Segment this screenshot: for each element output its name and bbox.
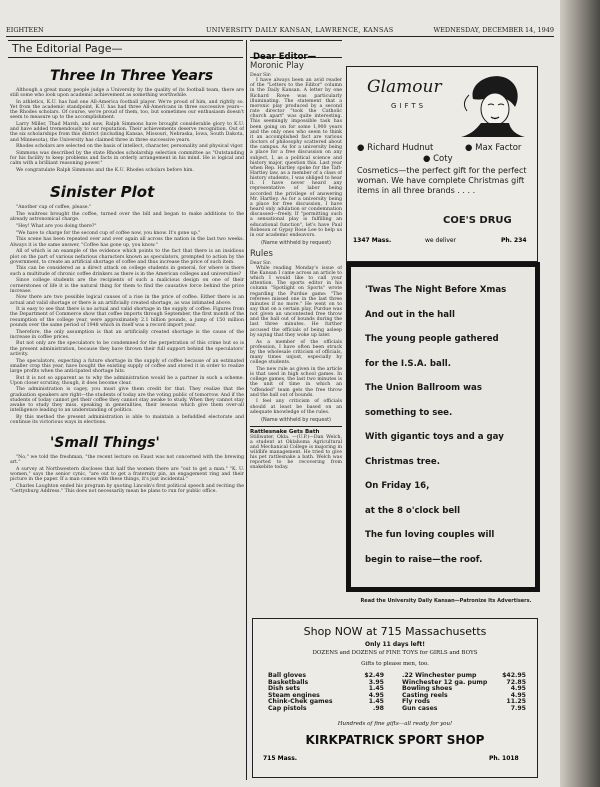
page-number: EIGHTEEN <box>6 26 44 34</box>
kirkpatrick-line: DOZENS and DOZENS of FINE TOYS for GIRLS and BOYS <box>312 650 478 656</box>
brief-body: Stillwater, Okla. —(U.P.)—Dan Welch, a student at Oklahoma Agricultural and Mechanical College is majoring in wildlife management. He tried to give his pet rattlesnake a bath. Welch was reported to be recovering from snakebite today. <box>250 434 342 471</box>
paragraph: I have always been an avid reader of the "Letters to the Editor" column in the Daily Kansan. A letter by one Richard Rowe was particularly illuminating. The statement that a moronic play produced by a second rate director "took the Catholic church apart" was quite interesting. This seemingly impossible task has been going on for some 1,900 years and the only ones who seem to think it an accomplished fact are various doctors of philosophy scattered about the campus. As for a university being a place for a free discussion on any subject, I, as a political science and history major, question this. Last year when Rep. Hartley spoke for the Taft-Hartley law, as a member of a class of history students, I was obliged to hear it. I have never heard any representative of labor being accorded the privilege of answering Mr. Hartley. As for a university being a place for free discussion, I have heard only adulation or condemnation discussed—freely. If "permitting such a sensational play is fulfilling an educational function", let's have Paul Robeson or Gypsy Rose Lee to help us in our academic endeavors. <box>250 78 342 238</box>
paragraph: "No," we told the freshman, "the recent lecture on Faust was not concerned with the brewing art." <box>10 455 244 466</box>
kirkpatrick-phone: Ph. 1018 <box>489 755 519 762</box>
article-headline: 'Small Things' <box>50 435 160 452</box>
poem-line: something to see. <box>365 407 453 418</box>
patronize-footer: Read the University Daily Kansan—Patronize Its Advertisers. <box>360 598 532 604</box>
brand-coty: ● Coty <box>423 154 453 164</box>
binding-edge <box>560 0 600 787</box>
coes-store-name: COE'S DRUG <box>443 215 512 226</box>
article-sinister-plot <box>10 183 244 425</box>
paragraph: All of which is an example of the evidence which points to the fact that there is an insidious plot on the part of various nefarious characters known as speculators, prompted to action by the government, to create an artificial shortage of coffee and thus increase the price of such item. <box>10 249 244 265</box>
coes-phone: Ph. 234 <box>501 237 527 244</box>
letter-headline: Rules <box>250 248 273 259</box>
paragraph: This can be considered as a direct attack on college students in general, for where is there such a multitude of chronic coffee drinkers as there is in the American colleges and universities? <box>10 266 244 277</box>
poem-text <box>365 285 533 579</box>
brand-richard-hudnut: ● Richard Hudnut <box>357 143 434 153</box>
paragraph: "Another cup of coffee, please." <box>16 205 92 211</box>
letter-moronic-play <box>250 61 342 246</box>
letter-body <box>250 73 342 238</box>
letter-signature: (Name withheld by request) <box>261 239 331 246</box>
kirkpatrick-address: 715 Mass. <box>263 755 298 762</box>
woman-illustration-icon <box>455 71 531 139</box>
paragraph: Now there are two possible logical causes of a rise in the price of coffee. Either there is an actual and valid shortage or there is an artificially created shortage, as was intimated above. <box>10 295 244 306</box>
right-price-list <box>401 673 527 712</box>
paragraph: The new rule as given in the article is that used in high school games. In college games, the last two minutes is the unit of time in which an "offended" team gets the free throw and the ball out of bounds. <box>250 366 342 398</box>
price-row: Fly rods 11.25 <box>402 698 526 705</box>
paragraph: "We have to charge for the second cup of coffee now, you know. It's gone up." <box>16 230 201 236</box>
left-price-list <box>267 673 385 712</box>
paragraph: As a member of the officials profession, I have often been struck by the wholesale criticism of officials, many times unjust, especially by college students. <box>250 339 342 366</box>
news-brief <box>250 426 342 471</box>
editorial-section-header <box>8 40 243 58</box>
letter-signature: (Name withheld by request) <box>261 416 331 423</box>
poem-line: The fun loving couples will <box>365 530 495 540</box>
poem-line: And out in the hall <box>365 309 455 320</box>
issue-date: WEDNESDAY, DECEMBER 14, 1949 <box>433 26 554 34</box>
article-three-in-three-years <box>10 68 244 173</box>
poem-line: at the 8 o'clock bell <box>365 505 461 516</box>
editorial-section-title: The Editorial Page— <box>12 42 123 55</box>
price-row: Basketballs 3.95 <box>268 678 384 686</box>
poem-line: Christmas tree. <box>365 456 440 467</box>
letter-headline: Moronic Play <box>250 61 304 71</box>
price-row: Ball gloves $2.49 <box>268 672 384 679</box>
poem-line: The Union Ballroom was <box>365 383 482 393</box>
kirkpatrick-closing: Hundreds of fine gifts—all ready for you! <box>337 721 453 727</box>
paragraph: This scene has been repeated over and over again all across the nation in the last two weeks. Always it is the same answer, "Coffee has gone up, you know." <box>10 237 244 248</box>
poem-line: With gigantic toys and a gay <box>365 432 504 442</box>
letter-rules <box>250 249 342 423</box>
kirkpatrick-ad <box>252 618 538 778</box>
paragraph: Therefore, the only assumption is that an artificially created shortage is the cause of the increase in coffee prices. <box>10 329 244 340</box>
masthead <box>6 26 554 36</box>
paragraph: But not only are the speculators to be condemned for the perpetration of this crime but so is the present administration, because they have thrown their full support behind the speculators' activity. <box>10 341 244 357</box>
kirkpatrick-note: Gifts to please men, too. <box>361 661 429 667</box>
paragraph: Larry Miller, Thad Marsh, and now, Ralph Simmons have brought considerable glory to K.U. and have added tremendously to our reputation. Their achievements deserve recognition. Out of the six scholarships from this district (including Kansas, Missouri, Nebraska, Iowa, South Dakota, and Minnesota), the University has claimed three in three successive years. <box>10 122 244 143</box>
column-divider <box>246 40 247 780</box>
coes-delivery: we deliver <box>425 237 457 244</box>
coes-tagline: Cosmetics—the perfect gift for the perfect woman. We have complete Christmas gift items in all three brands . . . . <box>357 166 527 195</box>
paragraph: Charles Laughton ended his program by quoting Lincoln's first political speech and reciting the "Gettysburg Address." This does not necessarily mean he plans to run for public office. <box>10 484 244 495</box>
price-row: Dish sets 1.45 <box>268 685 384 692</box>
paragraph: But it is not so apparent as to why the administration would be a partner in such a scheme. Upon closer scrutiny, though, it does become clear. <box>10 375 244 386</box>
salutation: Dear Sir: <box>250 260 272 266</box>
paragraph: "Hey! What are you doing there?" <box>16 223 97 229</box>
article-body <box>10 88 244 173</box>
price-row: .22 Winchester pump $42.95 <box>402 672 526 679</box>
price-row: Cap pistols .98 <box>268 704 384 712</box>
kirkpatrick-headline: Shop NOW at 715 Massachusetts <box>303 625 487 638</box>
paragraph: In athletics, K.U. has had one All-America football player. We're proud of him, and rightly so. Yet from the academic standpoint, K.U. has had three All-Americans in three successive years—the Rhodes scholars. Of course, we're proud of them, too, but sometimes our enthusiasm doesn't seem to measure up to the accomplishment. <box>10 99 244 121</box>
isa-ball-ad <box>346 262 540 592</box>
kirkpatrick-subhead: Only 11 days left! <box>365 641 425 648</box>
article-small-things <box>10 435 244 494</box>
paragraph: The waitress brought the coffee, turned over the bill and began to make additions to the already astronomical charge. <box>10 212 244 223</box>
poem-line: The young people gathered <box>365 334 499 344</box>
article-body <box>10 455 244 494</box>
paragraph: I feel any criticism of officials should at least be based on an adequate knowledge of the rules. <box>250 399 342 415</box>
masthead-rule <box>6 36 554 37</box>
price-row: Chink-Chek games 1.45 <box>268 698 384 705</box>
article-headline: Sinister Plot <box>50 183 155 202</box>
article-headline: Three In Three Years <box>50 68 214 84</box>
salutation: Dear Sir: <box>250 73 272 78</box>
paragraph: Although a great many people judge a University by the quality of its football team, there are still some who look upon academic achievement as something worthwhile. <box>10 88 244 99</box>
paragraph: A survey at Northwestern discloses that half the women there are "out to get a man." "K. U. women," says the senior cynic, "are out to get a fraternity pin, an engagement ring and their picture in the paper. If a man comes with these things, it's just incidental." <box>10 467 244 483</box>
poem-line: On Friday 16, <box>365 481 430 491</box>
price-row: Gun cases 7.95 <box>402 704 526 712</box>
letter-body <box>250 261 342 415</box>
article-body <box>10 205 244 425</box>
coes-drug-ad <box>346 66 538 262</box>
paragraph: Since college students are the recipients of such a malicious design on one of their cornerstones of life it is the natural thing for them to find the causative force behind the price increase. <box>10 278 244 294</box>
letters-title: Dear Editor— <box>253 52 317 62</box>
paragraph: It is easy to see that there is no actual and valid shortage in the supply of coffee. Figures from the Department of Commerce show that coffee imports through September, the first month of the resumption of the college year, were approximately 2.1 billion pounds, a jump of 150 million pounds over the same period of 1948 which in itself was a record import year. <box>10 307 244 328</box>
price-row: Winchester 12 ga. pump 72.85 <box>402 678 526 686</box>
paragraph: Simmons was described by the state Rhodes scholarship selection committee as "Outstanding for his facility to keep problems and facts in orderly arrangement in his mind. He is logical and calm with a brilliant reasoning power." <box>10 151 244 167</box>
paragraph: The speculators, expecting a future shortage in the supply of coffee because of an estimated smaller crop this year, have bought the existing supply of coffee and stored it in order to realize large profits when the anticipated shortage hits. <box>10 358 244 374</box>
paragraph: Rhodes scholars are selected on the basis of intellect, character, personality and physical vigor. <box>16 144 244 150</box>
poem-line: for the I.S.A. ball. <box>365 358 452 369</box>
price-row: Bowling shoes 4.95 <box>402 685 526 692</box>
price-row: Casting reels 4.95 <box>402 691 526 699</box>
coes-address: 1347 Mass. <box>353 237 392 244</box>
kirkpatrick-store-name: KIRKPATRICK SPORT SHOP <box>305 733 485 747</box>
brand-max-factor: ● Max Factor <box>465 143 522 153</box>
poem-line: 'Twas The Night Before Xmas <box>365 285 507 295</box>
poem-line: begin to raise—the roof. <box>365 554 483 565</box>
paper-name: UNIVERSITY DAILY KANSAN, LAWRENCE, KANSAS <box>206 26 394 34</box>
editorial-column <box>10 60 244 780</box>
gifts-logo: GIFTS <box>391 102 427 110</box>
paragraph: While reading Monday's issue of the Kansan I came across an article to which I would like to call your attention. The sports editor in his column "Spotlight on Sports" wrote regarding the Purdue game: "The referees missed one in the last three minutes if no more." He went on to say that on a certain play, Purdue was not given an uncontested free throw and the ball out of bounds during the last three minutes. He further accused the officials of being asleep by saying that they woke up later. <box>250 265 342 338</box>
paragraph: We congratulate Ralph Simmons and the K.U. Rhodes scholars before him. <box>16 168 194 174</box>
brief-headline: Rattlesnake Gets Bath <box>250 428 320 435</box>
paragraph: By this method the present administration is able to maintain a befuddled electorate and continue its victorious ways in elections. <box>10 414 244 425</box>
glamour-logo: Glamour <box>367 77 442 97</box>
letters-header <box>250 40 342 62</box>
price-row: Steam engines 4.95 <box>268 691 384 699</box>
paragraph: The administration is cagey, you must give them credit for that. They realize that the graduation speakers are right—the students of today are the voting public of tomorrow. And if the students of today cannot get their coffee they cannot stay awake to study. When they cannot stay awake to study they miss, speaking in generalities, their lessons which give them over-all intelligence leading to an understanding of politics. <box>10 387 244 414</box>
